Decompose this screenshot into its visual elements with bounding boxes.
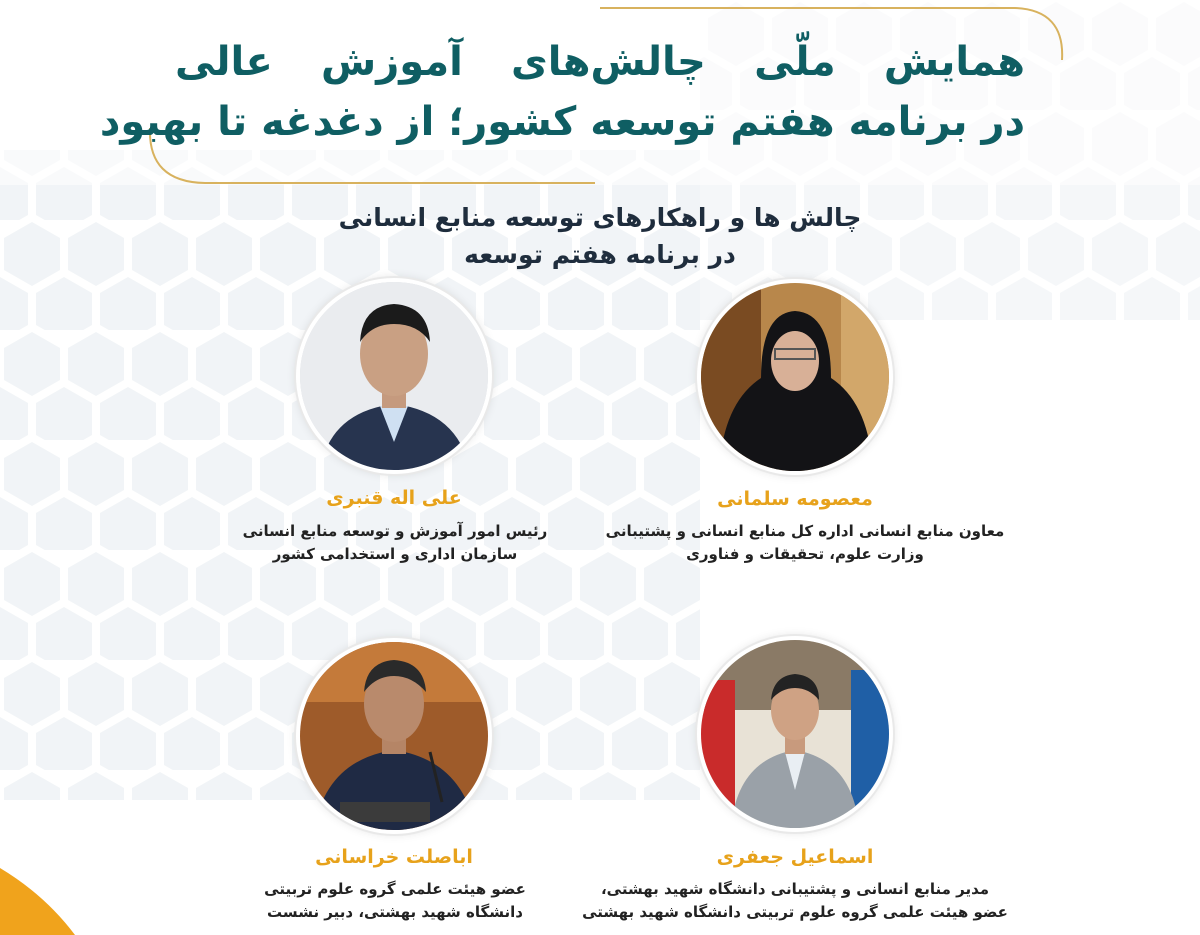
speaker-photo-ghanbari [296, 278, 492, 474]
speaker-role-line-1: معاون منابع انسانی اداره کل منابع انسانی و پشتیبانی [605, 522, 1005, 540]
speaker-name-ghanbari: علی اله قنبری [326, 487, 462, 509]
speaker-role-line-2: عضو هیئت علمی گروه علوم تربیتی دانشگاه شهید بهشتی [582, 903, 1008, 922]
speaker-photo-jafari [697, 636, 893, 832]
conference-title-line-2: در برنامه هفتم توسعه کشور؛ از دغدغه تا بهبود [99, 99, 1025, 145]
speaker-role-line-2: سازمان اداری و استخدامی کشور [272, 545, 518, 564]
speaker-role-line-2: دانشگاه شهید بهشتی، دبیر نشست [267, 903, 523, 922]
session-title-line-2: در برنامه هفتم توسعه [464, 240, 736, 269]
speaker-name-khorasani: اباصلت خراسانی [315, 846, 473, 868]
speaker-name-salmani: معصومه سلمانی [717, 488, 873, 510]
speaker-name-jafari: اسماعیل جعفری [716, 846, 874, 868]
conference-title-line-1: همایش ملّی چالش‌های آموزش عالی [175, 39, 1025, 85]
speaker-role-line-1: عضو هیئت علمی گروه علوم تربیتی [264, 880, 526, 898]
speaker-role-line-2: وزارت علوم، تحقیقات و فناوری [686, 545, 924, 564]
speaker-role-ghanbari [200, 520, 590, 567]
speaker-role-jafari [570, 878, 1020, 925]
speaker-role-line-1: رئیس امور آموزش و توسعه منابع انسانی [242, 522, 548, 540]
speaker-photo-salmani [697, 279, 893, 475]
speaker-role-khorasani [200, 878, 590, 925]
speaker-role-line-1: مدیر منابع انسانی و پشتیبانی دانشگاه شهید بهشتی، [600, 880, 990, 898]
speaker-role-salmani [590, 520, 1020, 567]
session-title-line-1: چالش ها و راهکارهای توسعه منابع انسانی [338, 203, 862, 232]
speaker-photo-khorasani [296, 638, 492, 834]
